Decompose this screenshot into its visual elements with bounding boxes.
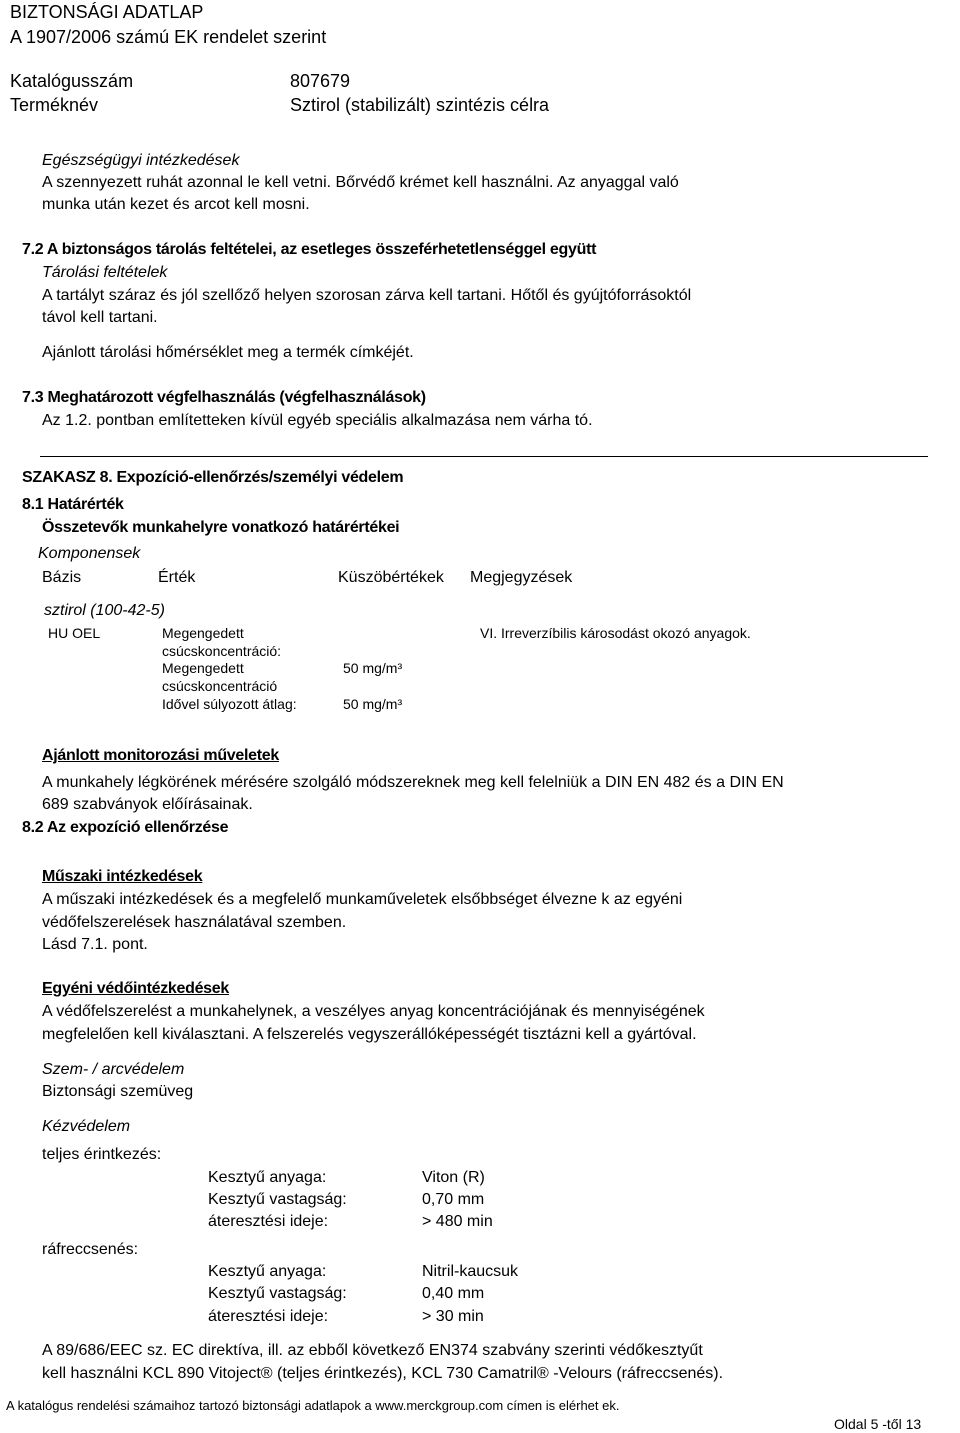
full-breakthrough-label: áteresztési ideje: xyxy=(208,1213,329,1230)
monitoring-title: Ajánlott monitorozási műveletek xyxy=(42,747,279,764)
directive-line1: A 89/686/EEC sz. EC direktíva, ill. az ebből következő EN374 szabvány szerinti védőkesztyűt xyxy=(42,1342,703,1359)
section-7-2-heading: 7.2 A biztonságos tárolás feltételei, az esetleges összeférhetetlenséggel együtt xyxy=(22,241,597,258)
eye-protection-value: Biztonsági szemüveg xyxy=(42,1083,194,1100)
basis-hu-oel: HU OEL xyxy=(48,625,101,641)
monitoring-line2: 689 szabványok előírásainak. xyxy=(42,796,253,813)
limit-row3-label: Idővel súlyozott átlag: xyxy=(162,696,297,712)
limits-title: Összetevők munkahelyre vonatkozó határértékei xyxy=(42,519,400,536)
catalog-label: Katalógusszám xyxy=(10,71,134,91)
personal-protection-title: Egyéni védőintézkedések xyxy=(42,980,229,997)
column-notes: Megjegyzések xyxy=(470,569,573,586)
splash-glove-thickness-label: Kesztyű vastagság: xyxy=(208,1285,347,1302)
full-glove-thickness-label: Kesztyű vastagság: xyxy=(208,1191,347,1208)
full-contact-label: teljes érintkezés: xyxy=(42,1146,162,1163)
components-label: Komponensek xyxy=(38,545,141,562)
section-8-2-heading: 8.2 Az expozíció ellenőrzése xyxy=(22,819,229,836)
full-glove-material: Viton (R) xyxy=(422,1169,485,1186)
limit-row1-note: VI. Irreverzíbilis károsodást okozó anyagok. xyxy=(480,625,751,641)
hand-protection-title: Kézvédelem xyxy=(42,1118,131,1135)
technical-measures-title: Műszaki intézkedések xyxy=(42,868,203,885)
storage-temperature: Ajánlott tárolási hőmérséklet meg a termék címkéjét. xyxy=(42,344,414,361)
section-8-1-heading: 8.1 Határérték xyxy=(22,496,124,513)
catalog-number: 807679 xyxy=(290,71,351,91)
personal-line2: megfelelően kell kiválasztani. A felszerelés vegyszerállóképességét tisztázni kell a gyártóval. xyxy=(42,1026,697,1043)
end-use-line: Az 1.2. pontban említetteken kívül egyéb speciális alkalmazása nem várha tó. xyxy=(42,412,593,429)
eye-protection-title: Szem- / arcvédelem xyxy=(42,1061,185,1078)
limit-row1-label-a: Megengedett xyxy=(162,625,244,641)
footer-note: A katalógus rendelési számaihoz tartozó biztonsági adatlapok a www.merckgroup.com címen is elérhet ek. xyxy=(6,1398,620,1413)
storage-conditions-title: Tárolási feltételek xyxy=(42,264,168,281)
full-glove-thickness: 0,70 mm xyxy=(422,1191,485,1208)
personal-line1: A védőfelszerelést a munkahelynek, a veszélyes anyag koncentrációjának és mennyiségének xyxy=(42,1003,705,1020)
technical-line2: védőfelszerelések használatával szemben. xyxy=(42,914,347,931)
regulation-line: A 1907/2006 számú EK rendelet szerint xyxy=(10,27,327,47)
limit-row1-label-b: csúcskoncentráció: xyxy=(162,643,282,659)
limit-row2-value: 50 mg/m³ xyxy=(343,660,403,676)
column-value: Érték xyxy=(158,569,196,586)
limit-row2-label-b: csúcskoncentráció xyxy=(162,678,278,694)
section-divider xyxy=(40,456,928,457)
document-title: BIZTONSÁGI ADATLAP xyxy=(10,2,204,22)
limit-row2-label-a: Megengedett xyxy=(162,660,244,676)
substance-name: sztirol (100-42-5) xyxy=(44,602,165,619)
page-number: Oldal 5 -től 13 xyxy=(834,1416,922,1432)
health-measures-line2: munka után kezet és arcot kell mosni. xyxy=(42,196,310,213)
section-7-3-heading: 7.3 Meghatározott végfelhasználás (végfelhasználások) xyxy=(22,389,426,406)
directive-line2: kell használni KCL 890 Vitoject® (teljes érintkezés), KCL 730 Camatril® -Velours (ráfreccsenés). xyxy=(42,1365,724,1382)
product-label: Terméknév xyxy=(10,95,99,115)
health-measures-title: Egészségügyi intézkedések xyxy=(42,152,240,169)
splash-glove-material: Nitril-kaucsuk xyxy=(422,1263,519,1280)
storage-line2: távol kell tartani. xyxy=(42,309,158,326)
splash-glove-material-label: Kesztyű anyaga: xyxy=(208,1263,327,1280)
splash-breakthrough: > 30 min xyxy=(422,1308,484,1325)
splash-label: ráfreccsenés: xyxy=(42,1241,139,1258)
splash-glove-thickness: 0,40 mm xyxy=(422,1285,485,1302)
full-breakthrough: > 480 min xyxy=(422,1213,493,1230)
health-measures-line1: A szennyezett ruhát azonnal le kell vetni. Bőrvédő krémet kell használni. Az anyaggal való xyxy=(42,174,679,191)
technical-line3: Lásd 7.1. pont. xyxy=(42,936,148,953)
storage-line1: A tartályt száraz és jól szellőző helyen szorosan zárva kell tartani. Hőtől és gyújtóforrásoktól xyxy=(42,287,692,304)
monitoring-line1: A munkahely légkörének mérésére szolgáló módszereknek meg kell felelniük a DIN EN 482 és a DIN EN xyxy=(42,774,784,791)
limit-row3-value: 50 mg/m³ xyxy=(343,696,403,712)
product-name: Sztirol (stabilizált) szintézis célra xyxy=(290,95,550,115)
full-glove-material-label: Kesztyű anyaga: xyxy=(208,1169,327,1186)
column-basis: Bázis xyxy=(42,569,82,586)
technical-line1: A műszaki intézkedések és a megfelelő munkaműveletek elsőbbséget élvezne k az egyéni xyxy=(42,891,683,908)
column-threshold: Küszöbértékek xyxy=(338,569,444,586)
splash-breakthrough-label: áteresztési ideje: xyxy=(208,1308,329,1325)
section-8-heading: SZAKASZ 8. Expozíció-ellenőrzés/személyi védelem xyxy=(22,469,404,486)
